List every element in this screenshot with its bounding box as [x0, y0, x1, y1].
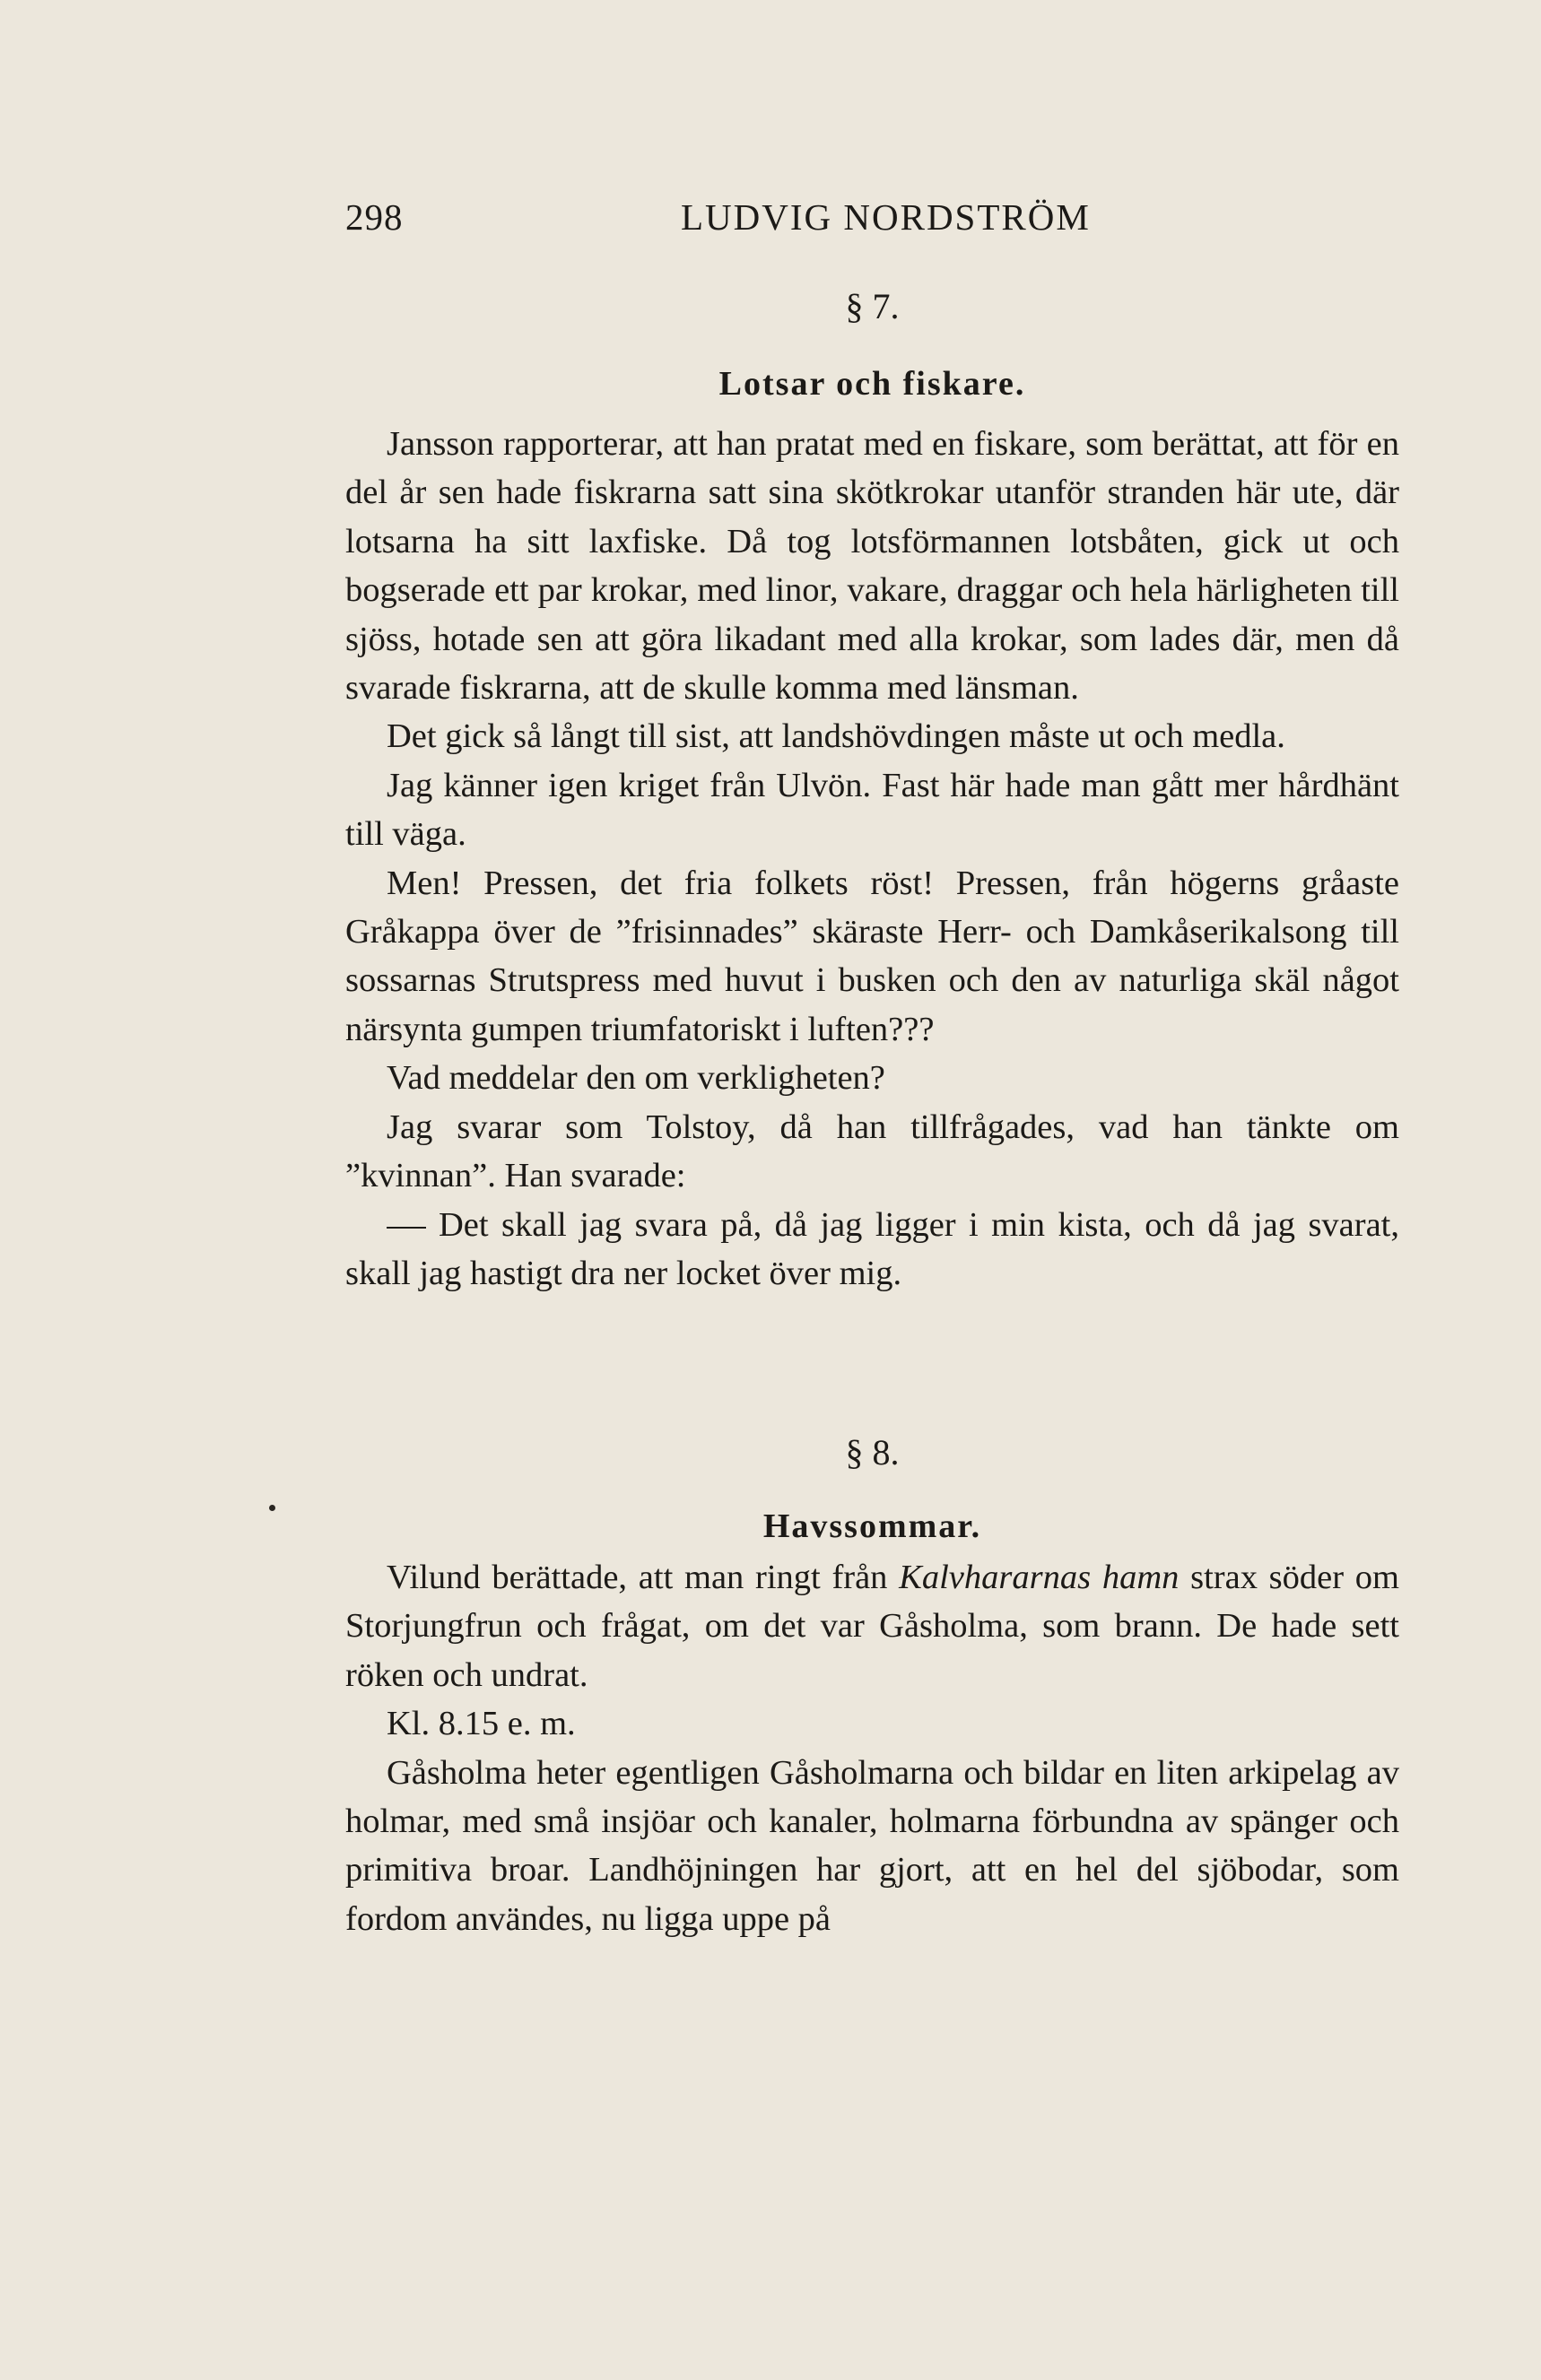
paragraph: Jansson rapporterar, att han pratat med en fiskare, som berättat, att för en del år sen hade fiskrarna satt sina skötkrokar utanför stranden här ute, där lotsarna ha sitt laxfiske. Då tog lotsförmannen lotsbåten, gick ut och bogserade ett par krokar, med linor, vakare, draggar och hela härligheten till sjöss, hotade sen att göra likadant med alla krokar, som lades där, men då svarade fiskrarna, att de skulle komma med länsman. — [345, 425, 1399, 708]
italic-place-name: Kalvhararnas hamn — [899, 1559, 1180, 1596]
section-8-mark: § 8. — [845, 1432, 900, 1472]
stray-ink-dot — [269, 1505, 275, 1511]
paragraph: Det gick så långt till sist, att landshövdingen måste ut och medla. — [387, 717, 1285, 756]
paragraph — [345, 1553, 1399, 1699]
running-head — [345, 195, 1408, 249]
paragraph: Vad meddelar den om verkligheten? — [387, 1059, 885, 1098]
section-7-heading: Lotsar och fiskare. — [718, 365, 1026, 403]
paragraph: Jag känner igen kriget från Ulvön. Fast här hade man gått mer hårdhänt till väga. — [345, 766, 1399, 854]
section-8-body — [345, 1553, 1399, 1943]
section-7-mark: § 7. — [845, 286, 900, 326]
running-title: LUDVIG NORDSTRÖM — [681, 196, 1091, 238]
section-7-body — [345, 420, 1399, 1298]
paragraph: Jag svarar som Tolstoy, då han tillfrågades, vad han tänkte om ”kvinnan”. Han svarade: — [345, 1107, 1399, 1195]
paragraph: Kl. 8.15 e. m. — [387, 1705, 576, 1743]
paragraph-text: Vilund berättade, att man ringt från — [387, 1559, 900, 1596]
section-8-heading: Havssommar. — [762, 1507, 982, 1545]
paragraph: Gåsholma heter egentligen Gåsholmarna och bildar en liten arkipelag av holmar, med små insjöar och kanaler, holmarna förbundna av spänger och primitiva broar. Landhöjningen har gjort, att en hel del sjöbodar, som fordom användes, nu ligga uppe på — [345, 1753, 1399, 1938]
paragraph: Men! Pressen, det fria folkets röst! Pressen, från högerns gråaste Gråkappa över de ”frisinnades” skäraste Herr- och Damkåserikalsong till sossarnas Strutspress med huvut i busken och den av naturliga skäl något närsynta gumpen triumfatoriskt i luften??? — [345, 864, 1399, 1048]
dialogue-paragraph — [345, 1201, 1399, 1299]
dialogue-text: Det skall jag svara på, då jag ligger i min kista, och då jag svarat, skall jag hastigt dra ner locket över mig. — [345, 1205, 1399, 1292]
page-number: 298 — [345, 196, 404, 238]
em-dash — [387, 1227, 426, 1229]
paragraph-text: strax söder om Storjungfrun och frågat, om det var Gåsholma, som brann. De hade sett röken och undrat. — [345, 1559, 1399, 1694]
